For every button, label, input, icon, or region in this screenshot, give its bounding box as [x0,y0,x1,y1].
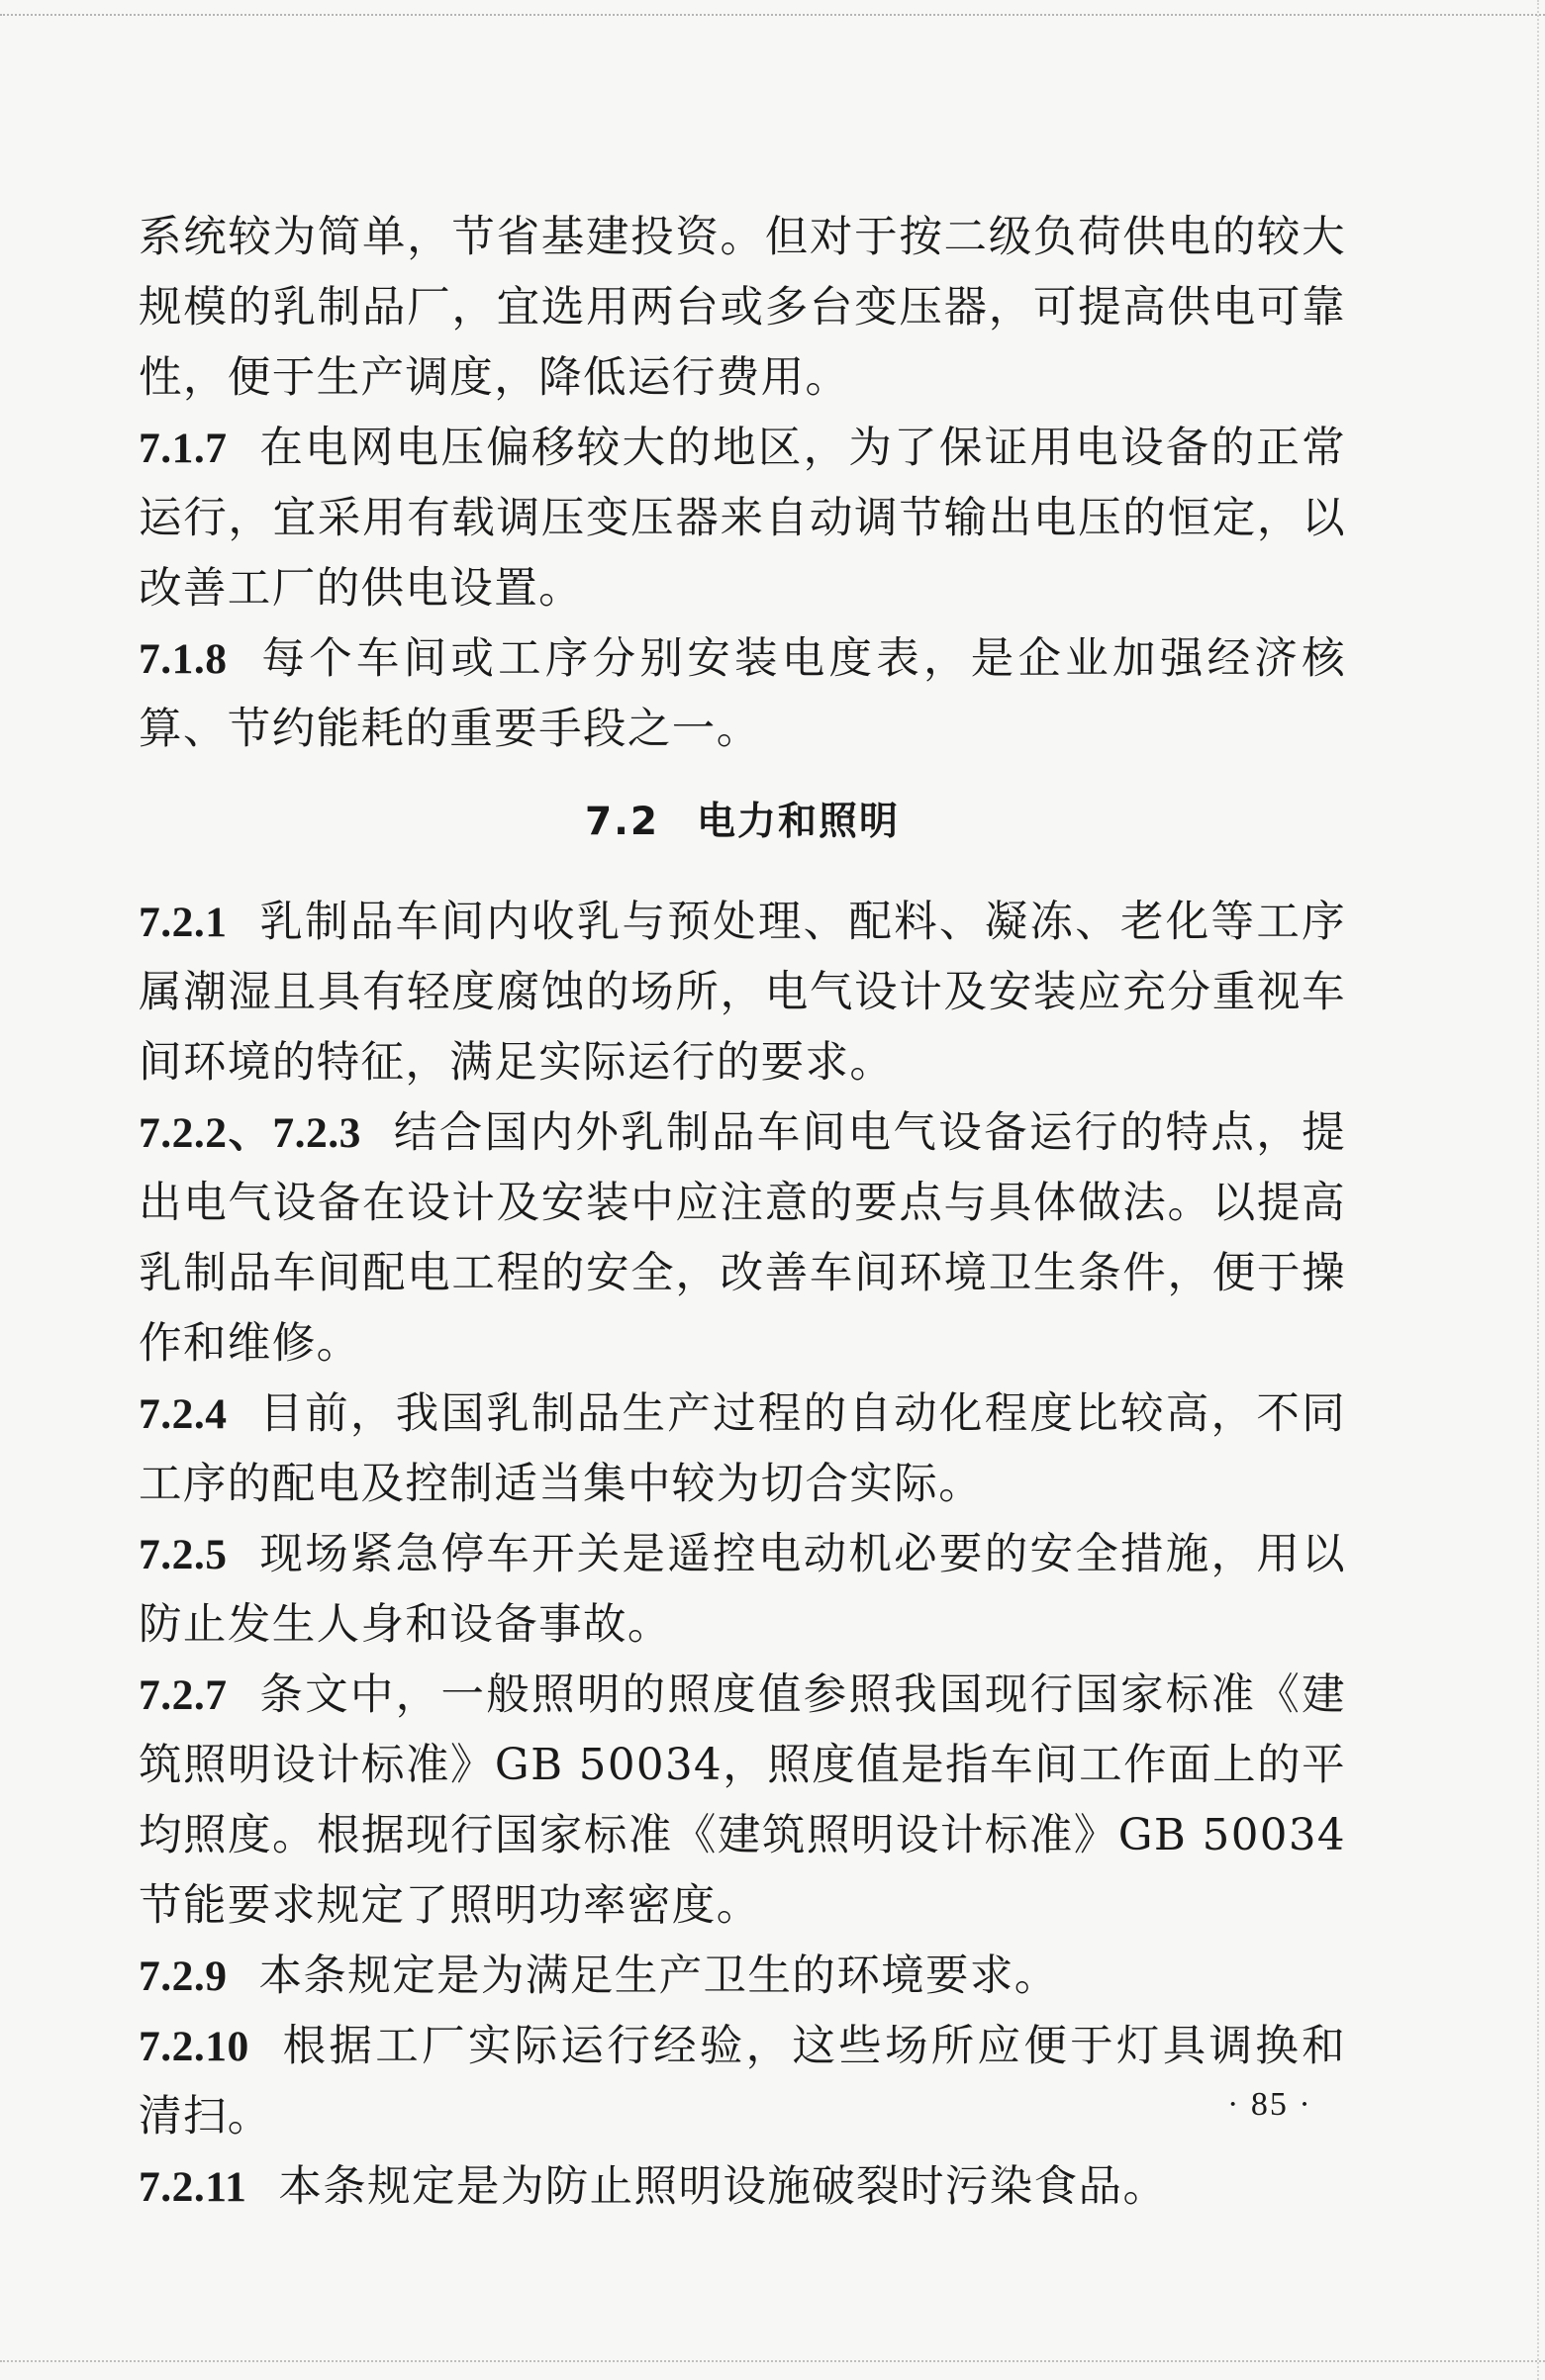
clause-number: 7.2.9 [139,1952,228,2000]
clause-7-2-1 [139,888,1346,1098]
clause-7-1-8 [139,624,1346,765]
clause-7-2-7 [139,1661,1346,1942]
clause-number: 7.2.11 [139,2163,247,2211]
scan-edge-bottom [0,2360,1545,2372]
clause-number: 7.2.2、7.2.3 [139,1109,361,1157]
clause-7-2-10 [139,2012,1346,2152]
clause-7-2-2-7-2-3 [139,1098,1346,1380]
section-title: 电力和照明 [697,800,901,844]
clause-number: 7.2.7 [139,1671,228,1719]
clause-text: 本条规定是为防止照明设施破裂时污染食品。 [278,2162,1168,2212]
clause-7-2-11 [139,2152,1346,2223]
page-body [139,203,1346,2223]
clause-text: 每个车间或工序分别安装电度表，是企业加强经济核算、节约能耗的重要手段之一。 [139,634,1346,754]
clause-number: 7.2.4 [139,1390,228,1438]
clause-7-2-9 [139,1942,1346,2012]
clause-7-1-7 [139,414,1346,624]
clause-number: 7.1.7 [139,425,228,472]
scan-edge-right [1535,0,1539,2380]
page-number: · 85 · [1227,2086,1312,2123]
clause-7-2-4 [139,1380,1346,1520]
section-heading [139,787,1346,858]
clause-text: 乳制品车间内收乳与预处理、配料、凝冻、老化等工序属潮湿且具有轻度腐蚀的场所，电气设计及安装应充分重视车间环境的特征，满足实际运行的要求。 [139,898,1346,1088]
clause-text: 本条规定是为满足生产卫生的环境要求。 [258,1952,1059,2001]
clause-text: 条文中，一般照明的照度值参照我国现行国家标准《建筑照明设计标准》GB 50034，照度值是指车间工作面上的平均照度。根据现行国家标准《建筑照明设计标准》GB 50034 节能要求规定了照明功率密度。 [139,1670,1346,1931]
clause-7-2-5 [139,1520,1346,1661]
clause-number: 7.2.10 [139,2023,249,2070]
clause-text: 目前，我国乳制品生产过程的自动化程度比较高，不同工序的配电及控制适当集中较为切合实际。 [139,1389,1346,1509]
intro-paragraph: 系统较为简单，节省基建投资。但对于按二级负荷供电的较大规模的乳制品厂，宜选用两台或多台变压器，可提高供电可靠性，便于生产调度，降低运行费用。 [139,213,1346,403]
clause-number: 7.2.5 [139,1531,228,1578]
clause-text: 在电网电压偏移较大的地区，为了保证用电设备的正常运行，宜采用有载调压变压器来自动调节输出电压的恒定，以改善工厂的供电设置。 [139,424,1346,614]
section-number: 7.2 [584,800,660,844]
clause-text: 根据工厂实际运行经验，这些场所应便于灯具调换和清扫。 [139,2022,1346,2142]
clause-number: 7.1.8 [139,635,228,683]
clause-text: 结合国内外乳制品车间电气设备运行的特点，提出电气设备在设计及安装中应注意的要点与具体做法。以提高乳制品车间配电工程的安全，改善车间环境卫生条件，便于操作和维修。 [139,1108,1346,1369]
scan-edge-top [0,0,1545,16]
clause-text: 现场紧急停车开关是遥控电动机必要的安全措施，用以防止发生人身和设备事故。 [139,1530,1346,1650]
clause-number: 7.2.1 [139,899,228,946]
